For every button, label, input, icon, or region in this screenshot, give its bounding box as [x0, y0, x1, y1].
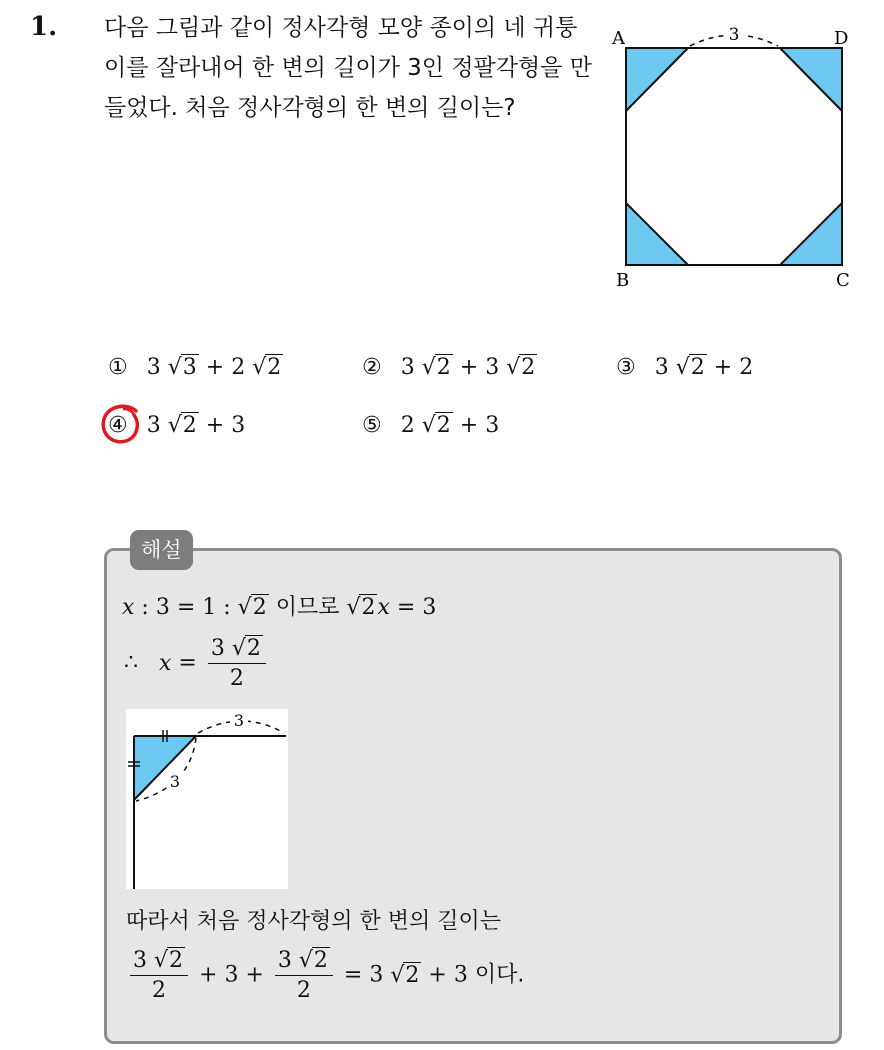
corner-detail-figure	[126, 709, 288, 889]
detail-diag-label: 3	[169, 772, 181, 791]
selected-circle-mark	[98, 401, 146, 449]
vertex-b: B	[616, 270, 630, 291]
explanation-tag: 해설	[130, 530, 193, 570]
explanation-line-2: ∴ x = $\frac{3 √2}{2}$	[124, 636, 270, 691]
choice-4[interactable]: ④ 3 √2 + 3	[108, 413, 245, 438]
question-number: 1.	[30, 12, 58, 42]
vertex-c: C	[836, 270, 850, 291]
question-text: 다음 그림과 같이 정사각형 모양 종이의 네 귀퉁이를 잘라내어 한 변의 길이가 3인 정팔각형을 만들었다. 처음 정사각형의 한 변의 길이는?	[104, 15, 592, 121]
square-outline	[626, 48, 842, 265]
choice-2[interactable]: ② 3 √2 + 3 √2	[362, 355, 536, 380]
explanation-line-3: 따라서 처음 정사각형의 한 변의 길이는	[126, 909, 501, 934]
choice-5[interactable]: ⑤ 2 √2 + 3	[362, 413, 500, 438]
choice-3[interactable]: ③ 3 √2 + 2	[616, 355, 754, 380]
side-length-label: 3	[728, 25, 740, 45]
detail-top-label: 3	[233, 711, 245, 730]
explanation-line-4: $\frac{3 √2}{2}$ + 3 + $\frac{3 √2}{2}$ = 3 √2 + 3 이다.	[126, 948, 524, 1003]
explanation-line-1: x : 3 = 1 : √2 이므로 √2x = 3	[122, 595, 437, 620]
octagon-figure	[610, 22, 860, 292]
vertex-a: A	[612, 28, 625, 49]
vertex-d: D	[834, 28, 849, 49]
choice-1[interactable]: ① 3 √3 + 2 √2	[108, 355, 282, 380]
